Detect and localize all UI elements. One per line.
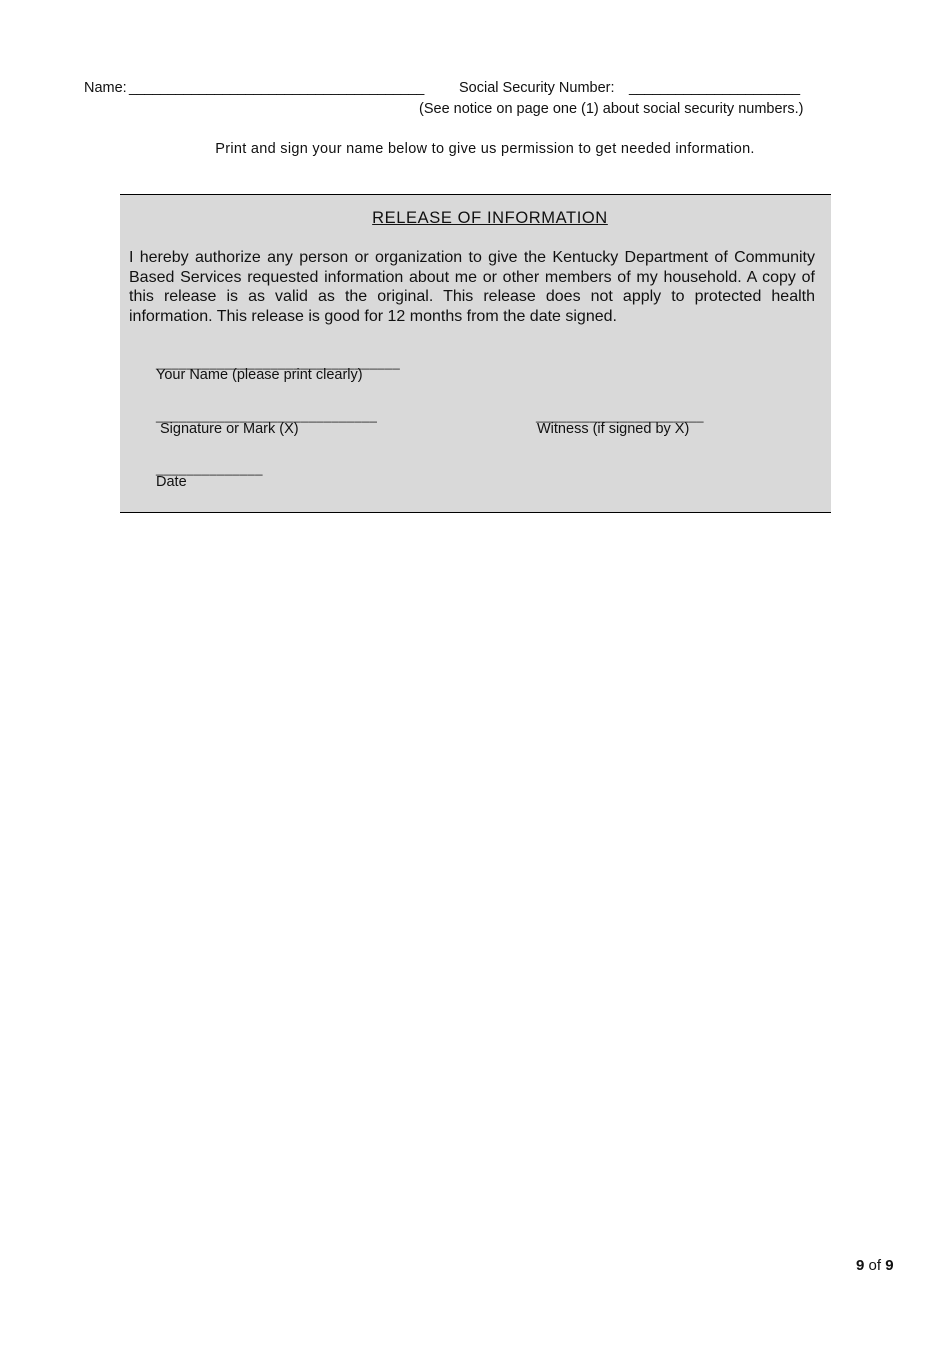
name-label: Name: [84, 80, 127, 96]
ssn-notice: (See notice on page one (1) about social security numbers.) [419, 101, 804, 117]
signature-label: Signature or Mark (X) [160, 421, 299, 437]
witness-label: Witness (if signed by X) [537, 421, 690, 437]
page-number [856, 1257, 894, 1274]
permission-instruction: Print and sign your name below to give us permission to get needed information. [215, 141, 755, 157]
signature-field[interactable]: _____________________________ [156, 408, 378, 423]
total-pages: 9 [885, 1257, 894, 1274]
date-field[interactable]: ______________ [156, 461, 263, 476]
print-name-label: Your Name (please print clearly) [156, 367, 363, 383]
release-of-information-box [120, 194, 831, 513]
ssn-label: Social Security Number: [459, 80, 615, 96]
ssn-field[interactable]: ______________________ [629, 80, 800, 96]
date-label: Date [156, 474, 187, 490]
witness-field[interactable]: ______________________ [536, 408, 704, 423]
release-title: RELEASE OF INFORMATION [372, 209, 608, 227]
print-name-field[interactable]: ________________________________ [156, 355, 401, 370]
name-field[interactable]: ______________________________________ [129, 80, 425, 96]
current-page: 9 [856, 1257, 865, 1274]
release-body-text: I hereby authorize any person or organization to give the Kentucky Department of Community Based Services requested information about me or other members of my household. A copy of this release is as valid as the original. This release does not apply to protected health information. This release is good for 12 months from the date signed. [129, 249, 815, 325]
page-of-text: of [868, 1257, 882, 1274]
